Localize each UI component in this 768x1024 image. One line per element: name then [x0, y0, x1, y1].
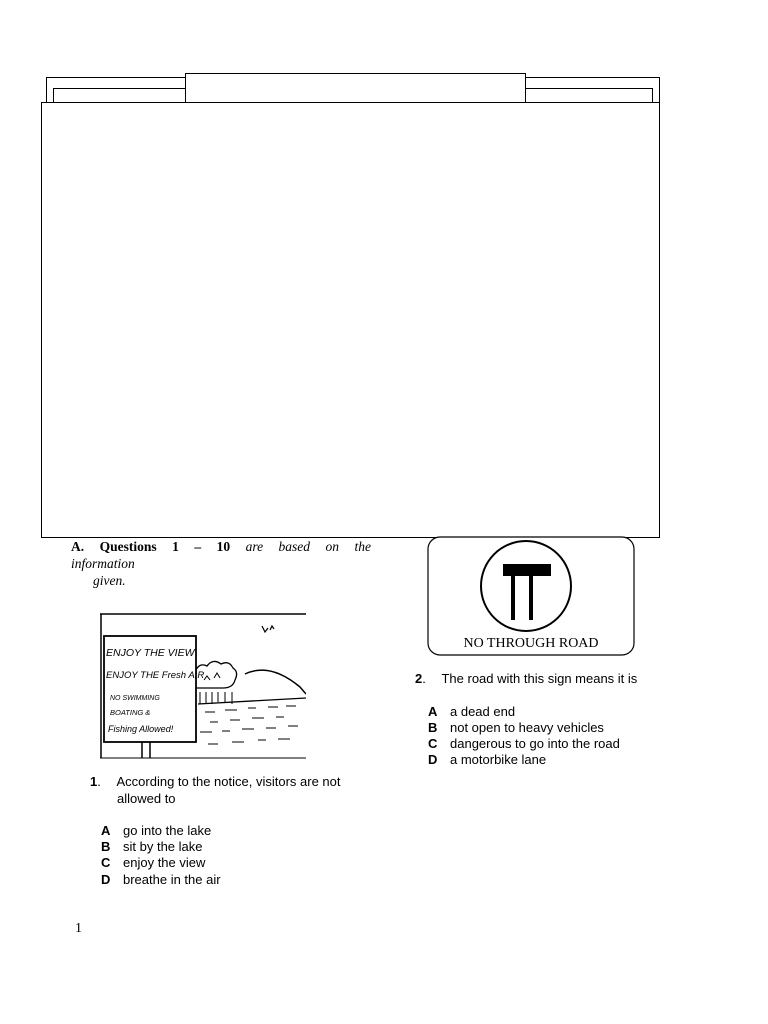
notice-line-5: Fishing Allowed! [108, 724, 174, 734]
q1-option-b: B sit by the lake [101, 839, 203, 854]
q2-option-d: D a motorbike lane [428, 752, 547, 767]
question-2: 2. The road with this sign means it is [415, 671, 638, 686]
instruction-part-3: given. [93, 573, 126, 588]
question-2-text: The road with this sign means it is [441, 671, 638, 686]
notice-line-2: ENJOY THE Fresh AIR [106, 670, 205, 681]
notice-line-3: NO SWIMMING [110, 695, 160, 702]
q2-option-c: C dangerous to go into the road [428, 736, 620, 751]
question-1-text-line-1: According to the notice, visitors are not [116, 774, 341, 789]
section-instruction [71, 538, 371, 589]
section-label: A. [71, 539, 85, 554]
title-tab [185, 73, 526, 105]
question-1-number: 1 [90, 774, 98, 789]
page-number: 1 [75, 921, 82, 936]
q1-option-a: A go into the lake [101, 823, 212, 838]
question-2-number: 2 [415, 671, 423, 686]
q1-option-d: D breathe in the air [101, 872, 221, 887]
notice-illustration [100, 612, 306, 760]
q1-option-c: C enjoy the view [101, 855, 206, 870]
section-questions: Questions 1 – 10 [99, 539, 231, 554]
question-1: 1. According to the notice, visitors are not [90, 774, 341, 789]
q2-option-a: A a dead end [428, 704, 516, 719]
cover-box [41, 102, 660, 538]
sign-caption: NO THROUGH ROAD [463, 636, 599, 651]
q2-option-b: B not open to heavy vehicles [428, 720, 604, 735]
instruction-part-1: are based on the [245, 539, 371, 554]
notice-line-1: ENJOY THE VIEW [106, 647, 195, 659]
instruction-part-2: information [71, 556, 135, 571]
question-1-text-line-2: allowed to [117, 791, 176, 806]
road-sign [427, 536, 635, 656]
notice-line-4: BOATING & [110, 708, 151, 717]
